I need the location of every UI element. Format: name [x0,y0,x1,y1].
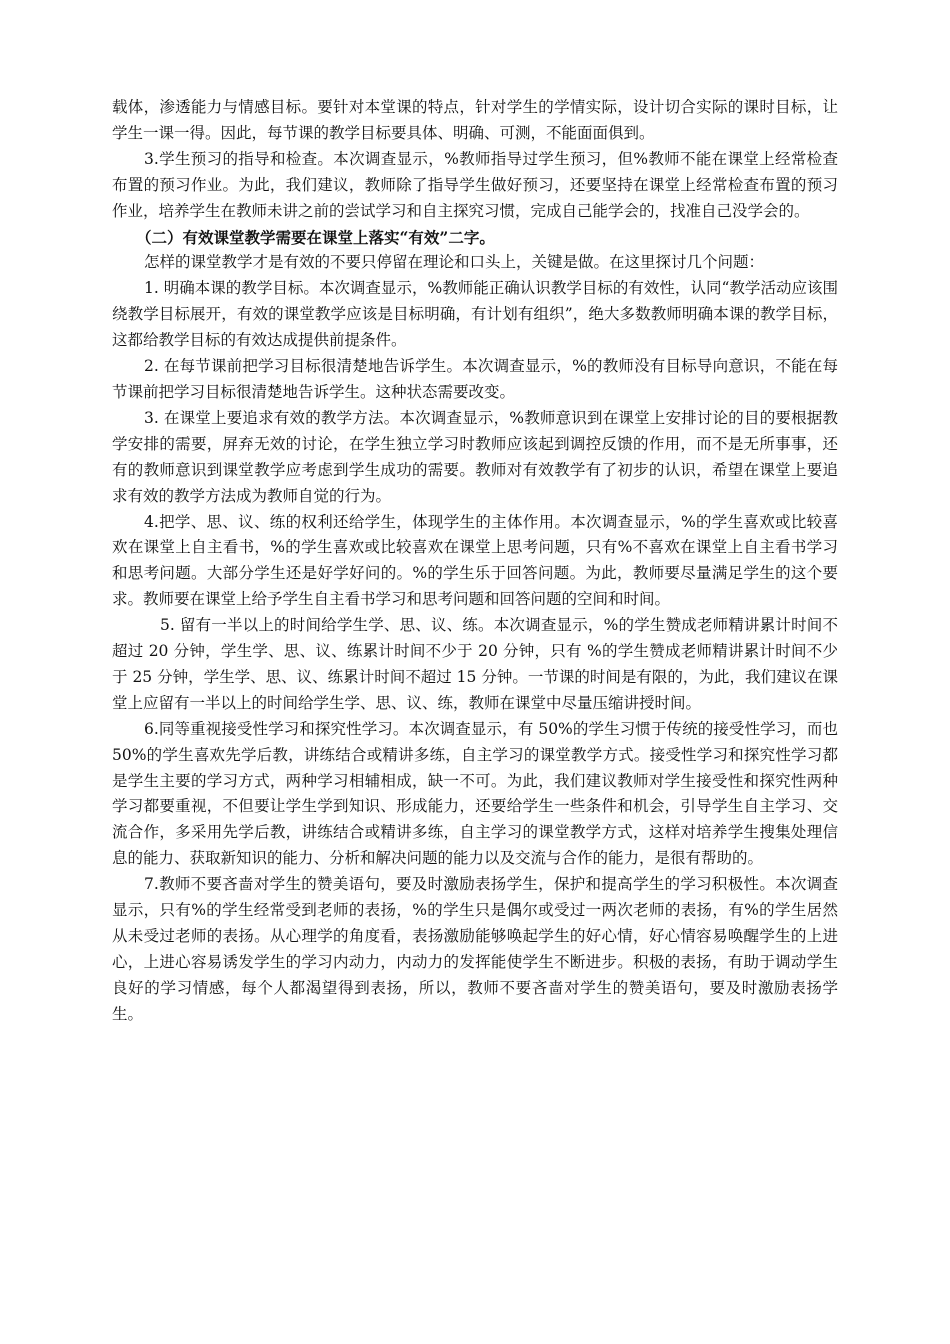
section-heading-effective-teaching: （二）有效课堂教学需要在课堂上落实“有效”二字。 [136,227,495,247]
paragraph-item-5: 5. 留有一半以上的时间给学生学、思、议、练。本次调查显示，%的学生赞成老师精讲累计时间不超过 20 分钟，学生学、思、议、练累计时间不少于 20 分钟，只有 %的学生赞成老师精讲累计时间不少于 25 分钟，学生学、思、议、练累计时间不超过 15 分钟。一节课的时间是有限的，为此，我们建议在课堂上应留有一半以上的时间给学生学、思、议、练，教师在课堂中尽量压缩讲授时间。 [112,616,838,712]
document-body [112,95,838,1028]
paragraph-preview-guidance: 3.学生预习的指导和检查。本次调查显示，%教师指导过学生预习，但%教师不能在课堂上经常检查布置的预习作业。为此，我们建议，教师除了指导学生做好预习，还要坚持在课堂上经常检查布置的预习作业，培养学生在教师未讲之前的尝试学习和自主探究习惯，完成自己能学会的，找准自己没学会的。 [112,149,838,220]
paragraph-item-4: 4.把学、思、议、练的权利还给学生，体现学生的主体作用。本次调查显示，%的学生喜欢或比较喜欢在课堂上自主看书，%的学生喜欢或比较喜欢在课堂上思考问题，只有%不喜欢在课堂上自主看书学习和思考问题。大部分学生还是好学好问的。%的学生乐于回答问题。为此，教师要尽量满足学生的这个要求。教师要在课堂上给予学生自主看书学习和思考问题和回答问题的空间和时间。 [112,512,838,609]
paragraph-item-7: 7.教师不要吝啬对学生的赞美语句，要及时激励表扬学生，保护和提高学生的学习积极性。本次调查显示，只有%的学生经常受到老师的表扬，%的学生只是偶尔或受过一两次老师的表扬，有%的学生居然从未受过老师的表扬。从心理学的角度看，表扬激励能够唤起学生的好心情，好心情容易唤醒学生的上进心，上进心容易诱发学生的学习内动力，内动力的发挥能使学生不断进步。积极的表扬，有助于调动学生良好的学习情感，每个人都渴望得到表扬，所以，教师不要吝啬对学生的赞美语句，要及时激励表扬学生。 [112,875,838,1023]
paragraph-item-1: 1. 明确本课的教学目标。本次调查显示，%教师能正确认识教学目标的有效性，认同“教学活动应该围绕教学目标展开，有效的课堂教学应该是目标明确，有计划有组织”，绝大多数教师明确本课的教学目标，这都给教学目标的有效达成提供前提条件。 [112,279,838,350]
paragraph-item-2: 2. 在每节课前把学习目标很清楚地告诉学生。本次调查显示，%的教师没有目标导向意识，不能在每节课前把学习目标很清楚地告诉学生。这种状态需要改变。 [112,357,838,401]
paragraph-introduction: 怎样的课堂教学才是有效的不要只停留在理论和口头上，关键是做。在这里探讨几个问题： [144,253,765,272]
paragraph-item-6: 6.同等重视接受性学习和探究性学习。本次调查显示，有 50%的学生习惯于传统的接受性学习，而也 50%的学生喜欢先学后教，讲练结合或精讲多练，自主学习的课堂教学方式。接受性学习和探究性学习都是学生主要的学习方式，两种学习相辅相成，缺一不可。为此，我们建议教师对学生接受性和探究性两种学习都要重视，不但要让学生学到知识、形成能力，还要给学生一些条件和机会，引导学生自主学习、交流合作，多采用先学后教，讲练结合或精讲多练，自主学习的课堂教学方式，这样对培养学生搜集处理信息的能力、获取新知识的能力、分析和解决问题的能力以及交流与合作的能力，是很有帮助的。 [112,719,838,868]
paragraph-teaching-goals-continued: 载体，渗透能力与情感目标。要针对本堂课的特点，针对学生的学情实际，设计切合实际的课时目标，让学生一课一得。因此，每节课的教学目标要具体、明确、可测，不能面面俱到。 [112,98,838,142]
paragraph-item-3: 3. 在课堂上要追求有效的教学方法。本次调查显示，%教师意识到在课堂上安排讨论的目的要根据教学安排的需要，屏弃无效的讨论，在学生独立学习时教师应该起到调控反馈的作用，而不是无所事事，还有的教师意识到课堂教学应考虑到学生成功的需要。教师对有效教学有了初步的认识，希望在课堂上要追求有效的教学方法成为教师自觉的行为。 [112,408,838,505]
